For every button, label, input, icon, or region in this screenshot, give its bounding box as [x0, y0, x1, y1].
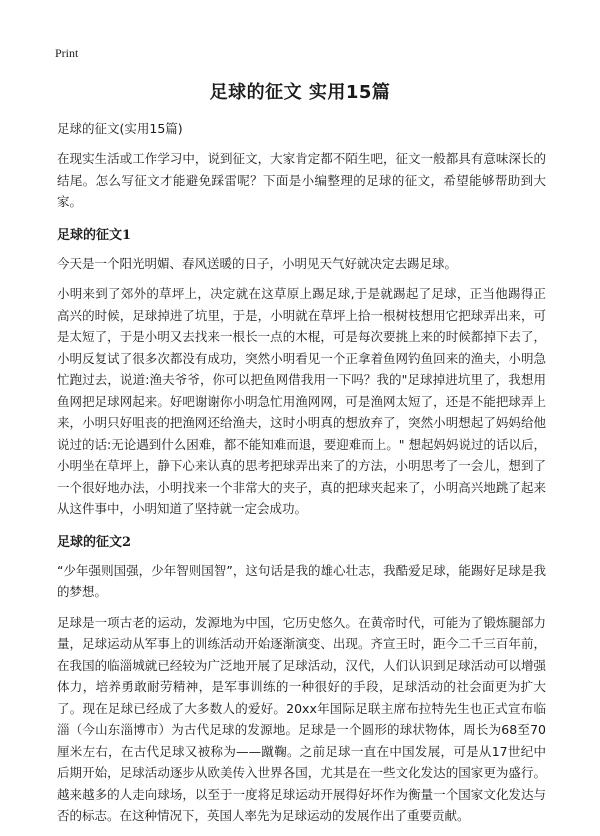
- page-title: 足球的征文 实用15篇: [209, 82, 391, 103]
- section-2-paragraph-2: 足球是一项古老的运动，发源地为中国，它历史悠久。在黄帝时代，可能为了锻炼腿部力量，足球运动从军事上的训练活动开始逐渐演变、出现。齐宣王时，距今二千三百年前，在我国的临淄城就已经较为广泛地开展了足球活动，汉代，人们认识到足球活动可以增强体力，培养勇敢耐劳精神，是军事训练的一种很好的手段，足球活动的社会面更为扩大了。现在足球已经成了大多数人的爱好。20xx年国际足联主席布拉特先生也正式宣布临淄（今山东淄博市）为古代足球的发源地。足球是一个圆形的球状物体，周长为68至70厘米左右，在古代足球又被称为——蹴鞠。之前足球一直在中国发展，可是从17世纪中后期开始，足球活动逐步从欧美传入世界各国，尤其是在一些文化发达的国家更为盛行。越来越多的人走向球场，以至于一度将足球运动开展得好坏作为衡量一个国家文化发达与否的标志。在这种情况下，英国人率先为足球运动的发展作出了重要贡献。: [57, 614, 546, 823]
- section-2-paragraph-1: “少年强则国强，少年智则国智”，这句话是我的雄心壮志，我酷爱足球，能踢好足球是我的梦想。: [57, 562, 546, 599]
- section-heading-1: 足球的征文1: [57, 227, 132, 243]
- article-subtitle: 足球的征文(实用15篇): [57, 121, 183, 136]
- section-1-paragraph-1: 今天是一个阳光明媚、春风送暖的日子，小明见天气好就决定去踢足球。: [57, 255, 458, 271]
- intro-paragraph: 在现实生活或工作学习中，说到征文，大家肯定都不陌生吧，征文一般都具有意味深长的结尾。怎么写征文才能避免踩雷呢？下面是小编整理的足球的征文，希望能够帮助到大家。: [57, 151, 546, 209]
- article-body: [57, 120, 546, 836]
- section-heading-2: 足球的征文2: [57, 534, 132, 550]
- section-1-paragraph-2: 小明来到了郊外的草坪上，决定就在这草原上踢足球,于是就踢起了足球，正当他踢得正高兴的时候，足球掉进了坑里，于是，小明就在草坪上拾一根树枝想用它把球弄出来，可是太短了，于是小明又去找来一根长一点的木棍，可是每次要挑上来的时候都掉下去了，小明反复试了很多次都没有成功，突然小明看见一个正拿着鱼网钓鱼回来的渔夫，小明急忙跑过去，说道:渔夫爷爷，你可以把鱼网借我用一下吗？我的"足球掉进坑里了，我想用鱼网把足球网起来。好吧谢谢你小明急忙用渔网网，可是渔网太短了，还是不能把球弄上来，小明只好咀丧的把渔网还给渔夫，这时小明真的想放弃了，突然小明想起了妈妈给他说过的话:无论遇到什么困难，都不能知难而退，要迎难而上。" 想起妈妈说过的话以后，小明坐在草坪上，静下心来认真的思考把球弄出来了的方法，小明思考了一会儿，想到了一个很好地办法，小明找来一个非常大的夹子，真的把球夹起来了，小明高兴地跳了起来从这件事中，小明知道了坚持就一定会成功。: [57, 286, 546, 516]
- print-link[interactable]: Print: [55, 46, 79, 60]
